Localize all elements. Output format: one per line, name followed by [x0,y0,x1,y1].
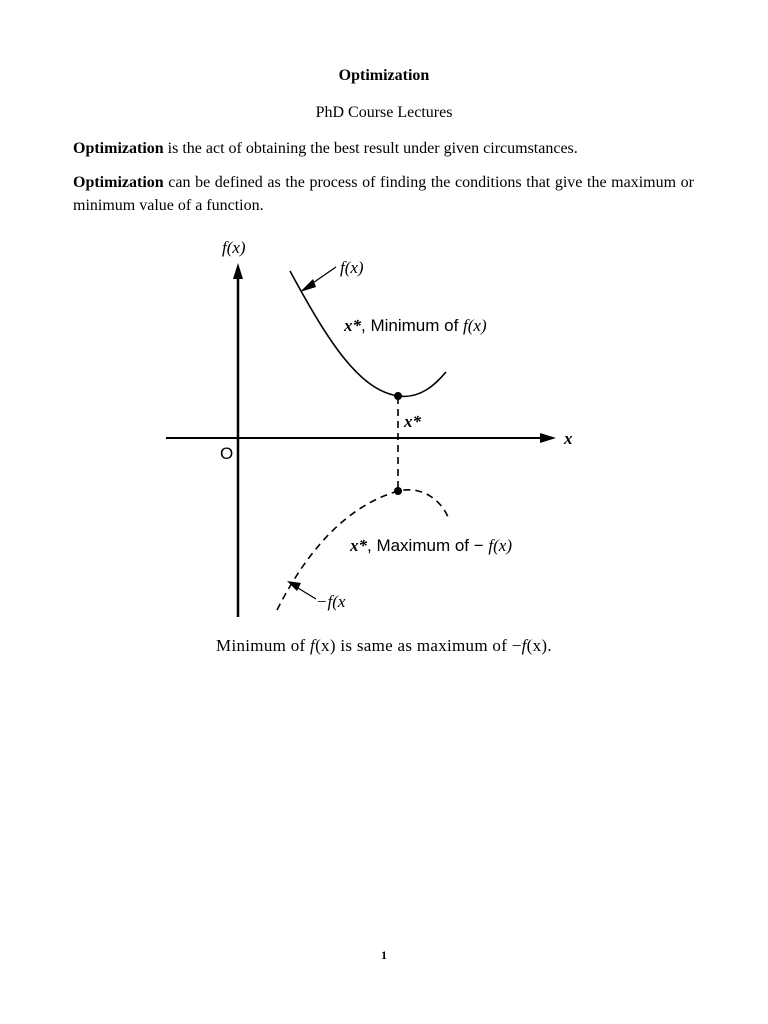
origin-label: O [220,444,234,463]
minimum-point [394,392,402,400]
curve-label-neg-f: −f(x [316,592,346,611]
caption-part-2: is same as maximum of − [335,636,522,655]
caption-end: . [547,636,552,655]
x-axis-arrow [540,433,556,443]
caption-func-1: f [310,636,316,655]
caption-part-1: Minimum of [216,636,311,655]
paragraph-text: can be defined as the process of finding the conditions that give the maximum or minimum value of a function. [73,174,694,214]
curve-label-f: f(x) [340,258,364,277]
caption-func-2: f [521,636,527,655]
paragraph-lead: Optimization [73,174,164,191]
min-annotation-text: , Minimum of [361,316,464,335]
min-annotation-prefix: x* [344,316,361,335]
y-axis-arrow [233,263,243,279]
maximum-annotation [349,536,512,555]
page-title: Optimization [338,67,430,84]
minimum-annotation [343,316,487,335]
paragraph-definition-1 [73,137,694,160]
label-arrow-neg-f-head [287,581,301,591]
page-subtitle: PhD Course Lectures [315,104,453,121]
paragraph-definition-2 [73,171,694,217]
x-axis-label: x [564,429,573,448]
caption-arg-1: (x) [315,636,336,655]
max-annotation-text: , Maximum of − [367,536,489,555]
caption-arg-2: (x) [526,636,548,655]
figure-caption [0,636,768,656]
max-annotation-func: f(x) [488,536,512,555]
y-axis-label: f(x) [222,238,246,257]
maximum-point [394,487,402,495]
max-annotation-prefix: x* [350,536,367,555]
min-max-figure [150,225,590,625]
paragraph-lead: Optimization [73,140,164,157]
min-annotation-func: f(x) [463,316,487,335]
label-arrow-f-head [300,279,316,292]
xstar-label: x* [404,412,421,431]
paragraph-text: is the act of obtaining the best result under given circumstances. [163,140,578,157]
page-number: 1 [381,948,387,962]
